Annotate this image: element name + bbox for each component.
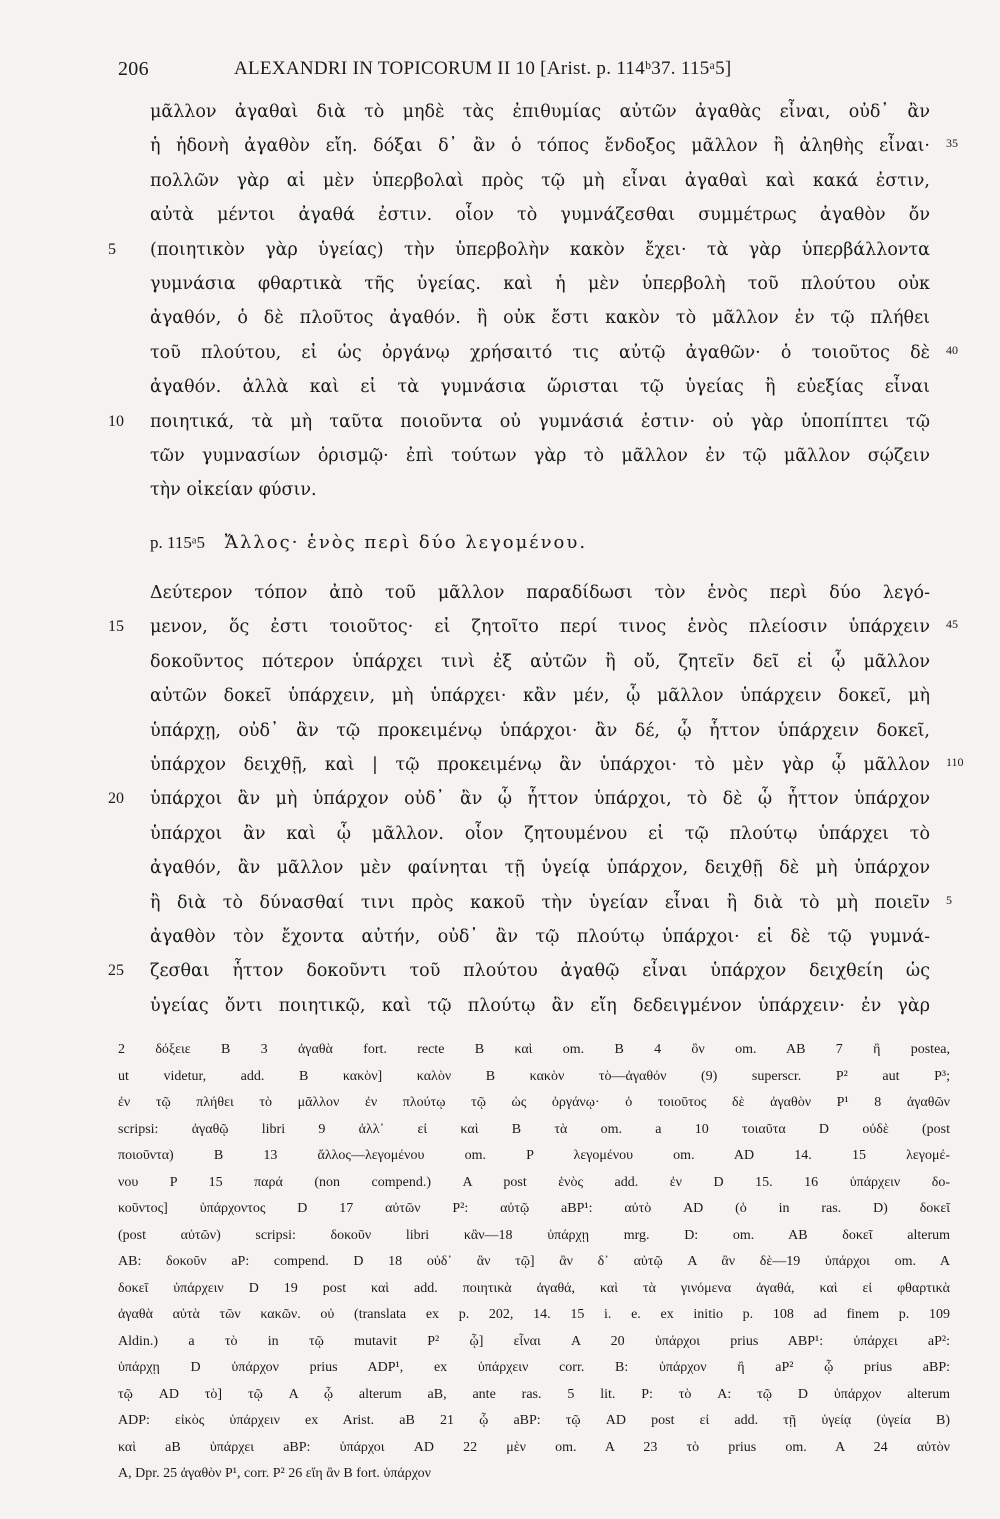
line-text: ἀγαθὸν τὸν ἔχοντα αὐτήν, οὐδ᾽ ἂν τῷ πλούτῳ ὑπάρχοι· εἰ δὲ τῷ γυμνά- [150, 927, 930, 947]
line-text: δοκοῦντος πότερον ὑπάρχει τινὶ ἐξ αὐτῶν ἢ οὔ, ζητεῖν δεῖ εἰ ᾧ μᾶλλον [150, 651, 930, 672]
line-text: πολλῶν γὰρ αἱ μὲν ὑπερβολαὶ πρὸς τῷ μὴ εἶναι ἀγαθαὶ καὶ κακά ἐστιν, [150, 170, 930, 191]
apparatus-line: ποιοῦντα) B 13 ἄλλος—λεγομένου om. P λεγομένου om. AD 14. 15 λεγομέ- [118, 1148, 950, 1163]
line-text: τῶν γυμνασίων ὁρισμῷ· ἐπὶ τούτων γὰρ τὸ μᾶλλον ἐν τῷ μᾶλλον σῴζειν [150, 446, 930, 466]
line-number: 5 [108, 240, 116, 258]
section-heading [150, 528, 850, 558]
page-number: 206 [118, 58, 149, 80]
margin-reference: 110 [946, 755, 964, 769]
line-number: 25 [108, 962, 124, 980]
line-text: ὑπάρχοι ἂν καὶ ᾧ μᾶλλον. οἷον ζητουμένου εἰ τῷ πλούτῳ ὑπάρχει τὸ [150, 823, 930, 844]
text-line [150, 97, 930, 127]
margin-reference: 35 [946, 136, 958, 151]
text-line [150, 750, 964, 780]
apparatus-line: ὑπάρχῃ D ὑπάρχον prius ADP¹, ex ὑπάρχειν corr. B: ὑπάρχον ἢ aP² ᾧ prius aBP: [118, 1360, 950, 1375]
margin-reference: 40 [946, 342, 958, 357]
apparatus-line: scripsi: ἀγαθῷ libri 9 ἀλλ᾽ εἰ καὶ B τὰ om. a 10 τοιαῦτα D οὐδὲ (post [118, 1121, 950, 1137]
apparatus-line: ἐν τῷ πλήθει τὸ μᾶλλον ἐν πλούτῳ τῷ ὡς ὀργάνῳ· ὁ τοιοῦτος δὲ ἀγαθὸν P¹ 8 ἀγαθῶν [118, 1095, 950, 1110]
margin-reference: 5 [946, 892, 952, 907]
apparatus-line: καὶ aB ὑπάρχει aBP: ὑπάρχοι AD 22 μὲν om. A 23 τὸ prius om. A 24 αὐτὸν [118, 1439, 950, 1455]
apparatus-line: κοῦντος] ὑπάρχοντος D 17 αὐτῶν P²: αὐτῷ aBP¹: αὐτὸ AD (ὁ in ras. D) δοκεῖ [118, 1201, 950, 1216]
apparatus-line: ἀγαθὰ αὐτὰ τῶν κακῶν. οὐ (translata ex p. 202, 14. 15 i. e. ex initio p. 108 ad finem p. 109 [118, 1307, 950, 1322]
margin-reference: 45 [946, 617, 958, 632]
line-number: 15 [108, 618, 124, 636]
text-line [150, 991, 930, 1021]
page-header [118, 52, 948, 86]
text-line [108, 956, 930, 986]
text-line [150, 338, 958, 368]
line-text: Δεύτερον τόπον ἀπὸ τοῦ μᾶλλον παραδίδωσι τὸν ἑνὸς περὶ δύο λεγό- [150, 583, 930, 603]
text-line [150, 853, 930, 883]
text-line [150, 888, 952, 918]
apparatus-line: Aldin.) a τὸ in τῷ mutavit P² ᾧ] εἶναι A 20 ὑπάρχοι prius ABP¹: ὑπάρχει aP²: [118, 1333, 950, 1349]
apparatus-line: 2 δόξειε B 3 ἀγαθὰ fort. recte B καὶ om. B 4 ὂν om. AB 7 ἢ postea, [118, 1042, 950, 1057]
line-text: ἀγαθόν. ἀλλὰ καὶ εἰ τὰ γυμνάσια ὥρισται τῷ ὑγείας ἢ εὐεξίας εἶναι [150, 377, 930, 398]
text-line [150, 681, 930, 711]
text-line [150, 922, 930, 952]
apparatus-line: (post αὐτῶν) scripsi: δοκοῦν libri κἂν—18 ὑπάρχῃ mrg. D: om. AB δοκεῖ alterum [118, 1227, 950, 1243]
line-text: μενον, ὅς ἐστι τοιοῦτος· εἰ ζητοῖτο περί τινος ἑνὸς πλείοσιν ὑπάρχειν [150, 617, 930, 638]
apparatus-line: A, Dpr. 25 ἀγαθὸν P¹, corr. P² 26 εἴη ἂν B fort. ὑπάρχον [118, 1466, 431, 1481]
text-line [108, 235, 930, 265]
critical-apparatus [118, 1038, 950, 1508]
line-text: ἢ διὰ τὸ δύνασθαί τινι πρὸς κακοῦ τὴν ὑγείαν εἶναι ἢ διὰ τὸ μὴ ποιεῖν [150, 892, 930, 913]
line-text: ἀγαθόν, ὁ δὲ πλοῦτος ἀγαθόν. ἢ οὐκ ἔστι κακὸν τὸ μᾶλλον ἐν τῷ πλήθει [150, 308, 930, 329]
text-line [150, 475, 930, 505]
text-line [150, 372, 930, 402]
apparatus-line: AB: δοκοῦν aP: compend. D 18 οὐδ᾽ ἂν τῷ] ἂν δ᾽ αὐτῷ A ἂν δὲ—19 ὑπάρχοι om. A [118, 1254, 950, 1269]
text-line [150, 303, 930, 333]
text-line [108, 784, 930, 814]
line-text: γυμνάσια φθαρτικὰ τῆς ὑγείας. καὶ ἡ μὲν ὑπερβολὴ τοῦ πλούτου οὐκ [150, 274, 930, 294]
apparatus-line: τῷ AD τὸ] τῷ A ᾧ alterum aB, ante ras. 5 lit. P: τὸ A: τῷ D ὑπάρχον alterum [118, 1386, 950, 1402]
line-number: 20 [108, 790, 124, 808]
line-text: τοῦ πλούτου, εἰ ὡς ὀργάνῳ χρήσαιτό τις αὐτῷ ἀγαθῶν· ὁ τοιοῦτος δὲ [150, 342, 930, 363]
line-text: ὑγείας ὄντι ποιητικῷ, καὶ τῷ πλούτῳ ἂν εἴη δεδειγμένον ὑπάρχειν· ἐν γὰρ [150, 995, 930, 1016]
running-head: ALEXANDRI IN TOPICORUM II 10 [Arist. p. 114ᵇ37. 115ᵃ5] [234, 58, 732, 79]
apparatus-line: ADP: εἰκὸς ὑπάρχειν ex Arist. aB 21 ᾧ aBP: τῷ AD post εἰ add. τῇ ὑγείᾳ (ὑγεία B) [118, 1413, 950, 1428]
text-line [150, 647, 930, 677]
text-line [150, 166, 930, 196]
line-text: ποιητικά, τὰ μὴ ταῦτα ποιοῦντα οὐ γυμνάσιά ἐστιν· οὐ γὰρ ὑποπίπτει τῷ [150, 411, 930, 432]
apparatus-line: δοκεῖ ὑπάρχειν D 19 post καὶ add. ποιητικὰ ἀγαθά, καὶ τὰ γινόμενα ἀγαθά, καὶ εἰ φθαρτικὰ [118, 1280, 950, 1296]
text-line [150, 819, 930, 849]
text-line [150, 131, 958, 161]
line-text: ἡ ἡδονὴ ἀγαθὸν εἴη. δόξαι δ᾽ ἂν ὁ τόπος ἔνδοξος μᾶλλον ἢ ἀληθὴς εἶναι· [150, 136, 930, 157]
line-text: αὐτὰ μέντοι ἀγαθά ἐστιν. οἷον τὸ γυμνάζεσθαι συμμέτρως ἀγαθὸν ὄν [150, 205, 930, 226]
line-text: (ποιητικὸν γὰρ ὑγείας) τὴν ὑπερβολὴν κακὸν ἔχει· τὰ γὰρ ὑπερβάλλοντα [150, 239, 930, 260]
text-line [150, 200, 930, 230]
section-reference: p. 115ᵃ5 [150, 533, 206, 552]
line-text: αὐτῶν δοκεῖ ὑπάρχειν, μὴ ὑπάρχει· κἂν μέν, ᾧ μᾶλλον ὑπάρχειν δοκεῖ, μὴ [150, 686, 930, 707]
apparatus-line: ut videtur, add. B κακὸν] καλὸν B κακὸν τὸ—ἀγαθόν (9) superscr. P² aut P³; [118, 1068, 950, 1084]
line-text: ὑπάρχον δειχθῇ, καὶ | τῷ προκειμένῳ ἂν ὑπάρχοι· τὸ μὲν γὰρ ᾧ μᾶλλον [150, 755, 930, 775]
text-line [150, 269, 930, 299]
line-text: ὑπάρχῃ, οὐδ᾽ ἂν τῷ προκειμένῳ ὑπάρχοι· ἂν δέ, ᾧ ἧττον ὑπάρχειν δοκεῖ, [150, 720, 930, 741]
line-text: ὑπάρχοι ἂν μὴ ὑπάρχον οὐδ᾽ ἂν ᾧ ἧττον ὑπάρχοι, τὸ δὲ ᾧ ἧττον ὑπάρχον [150, 789, 930, 810]
text-line [108, 612, 958, 642]
text-line [108, 407, 930, 437]
section-title: Ἄλλος· ἑνὸς περὶ δύο λεγομένου. [224, 532, 588, 553]
line-text: ἀγαθόν, ἂν μᾶλλον μὲν φαίνηται τῇ ὑγείᾳ ὑπάρχον, δειχθῇ δὲ μὴ ὑπάρχον [150, 858, 930, 879]
line-text: τὴν οἰκείαν φύσιν. [150, 480, 317, 501]
text-line [150, 578, 930, 608]
line-number: 10 [108, 412, 124, 430]
text-line [150, 441, 930, 471]
line-text: ζεσθαι ἧττον δοκοῦντι τοῦ πλούτου ἀγαθῷ εἶναι ὑπάρχον δειχθείη ὡς [150, 961, 930, 982]
line-text: μᾶλλον ἀγαθαὶ διὰ τὸ μηδὲ τὰς ἐπιθυμίας αὐτῶν ἀγαθὰς εἶναι, οὐδ᾽ ἂν [150, 102, 930, 122]
apparatus-line: νου P 15 παρά (non compend.) A post ἑνὸς add. ἐν D 15. 16 ὑπάρχειν δο- [118, 1174, 950, 1190]
text-line [150, 716, 930, 746]
